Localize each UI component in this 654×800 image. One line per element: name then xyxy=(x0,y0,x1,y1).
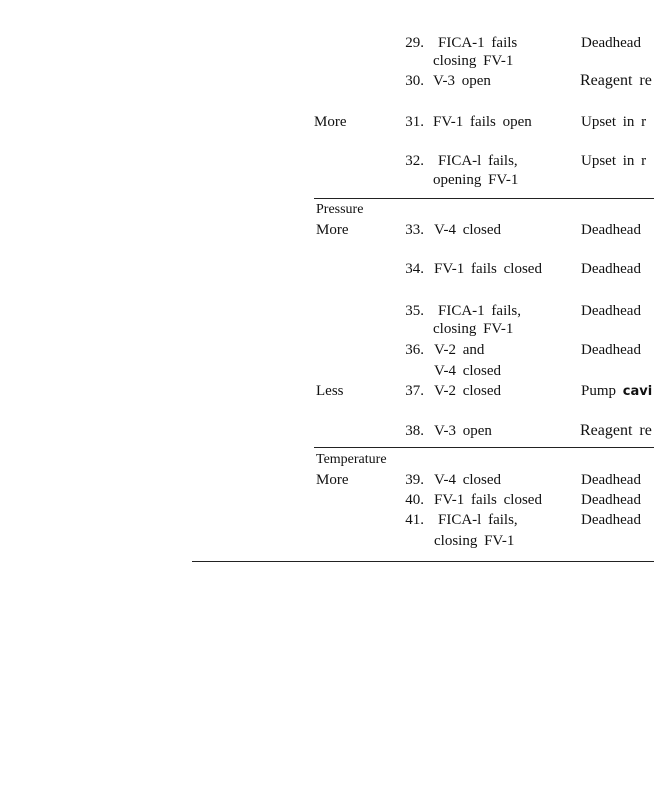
row-33-cause-line1: V-4 closed xyxy=(434,222,502,238)
row-35-number: 35. xyxy=(405,303,424,319)
table-bottom-rule xyxy=(192,561,654,562)
row-32-cause-line1: FICA-l fails, xyxy=(438,153,518,169)
row-38-effect: Reagent re xyxy=(580,422,652,439)
row-34-number: 34. xyxy=(405,261,424,277)
row-38-number: 38. xyxy=(405,423,424,439)
row-41-effect: Deadhead xyxy=(581,512,641,528)
row-41-number: 41. xyxy=(405,512,424,528)
row-33-deviation: More xyxy=(316,222,349,238)
row-29-number: 29. xyxy=(405,35,424,51)
row-32-effect: Upset in r xyxy=(581,153,647,169)
parameter-pressure: Pressure xyxy=(316,202,364,217)
row-32-number: 32. xyxy=(405,153,424,169)
row-32-cause-line2: opening FV-1 xyxy=(433,172,519,188)
row-36-cause-line1: V-2 and xyxy=(434,342,485,358)
row-40-number: 40. xyxy=(405,492,424,508)
row-31-deviation: More xyxy=(314,114,347,130)
row-35-effect: Deadhead xyxy=(581,303,641,319)
row-37-effect xyxy=(581,382,652,401)
row-36-effect: Deadhead xyxy=(581,342,641,358)
row-33-effect: Deadhead xyxy=(581,222,641,238)
row-30-number: 30. xyxy=(405,73,424,89)
row-34-cause-line1: FV-1 fails closed xyxy=(434,261,542,277)
row-38-cause-line1: V-3 open xyxy=(434,423,492,439)
row-40-cause-line1: FV-1 fails closed xyxy=(434,492,542,508)
row-33-number: 33. xyxy=(405,222,424,238)
row-39-cause-line1: V-4 closed xyxy=(434,472,502,488)
row-37-cause-line1: V-2 closed xyxy=(434,383,502,399)
row-39-deviation: More xyxy=(316,472,349,488)
row-35-cause-line2: closing FV-1 xyxy=(433,321,514,337)
row-36-number: 36. xyxy=(405,342,424,358)
row-36-cause-line2: V-4 closed xyxy=(434,363,502,379)
row-30-cause-line1: V-3 open xyxy=(433,73,491,89)
row-31-number: 31. xyxy=(405,114,424,130)
row-35-cause-line1: FICA-1 fails, xyxy=(438,303,521,319)
row-29-effect: Deadhead xyxy=(581,35,641,51)
row-39-effect: Deadhead xyxy=(581,472,641,488)
row-37-effect-prefix: Pump xyxy=(581,383,617,399)
section-divider-pressure xyxy=(314,198,654,199)
row-31-effect: Upset in r xyxy=(581,114,647,130)
row-39-number: 39. xyxy=(405,472,424,488)
row-37-deviation: Less xyxy=(316,383,344,399)
row-37-number: 37. xyxy=(405,383,424,399)
parameter-temperature: Temperature xyxy=(316,452,387,467)
row-40-effect: Deadhead xyxy=(581,492,641,508)
row-29-cause-line2: closing FV-1 xyxy=(433,53,514,69)
row-41-cause-line1: FICA-l fails, xyxy=(438,512,518,528)
row-37-effect-suffix: cavi xyxy=(622,384,653,399)
section-divider-temperature xyxy=(314,447,654,448)
row-29-cause-line1: FICA-1 fails xyxy=(438,35,518,51)
row-30-effect: Reagent re xyxy=(580,72,652,89)
row-34-effect: Deadhead xyxy=(581,261,641,277)
row-41-cause-line2: closing FV-1 xyxy=(434,533,515,549)
row-31-cause-line1: FV-1 fails open xyxy=(433,114,532,130)
